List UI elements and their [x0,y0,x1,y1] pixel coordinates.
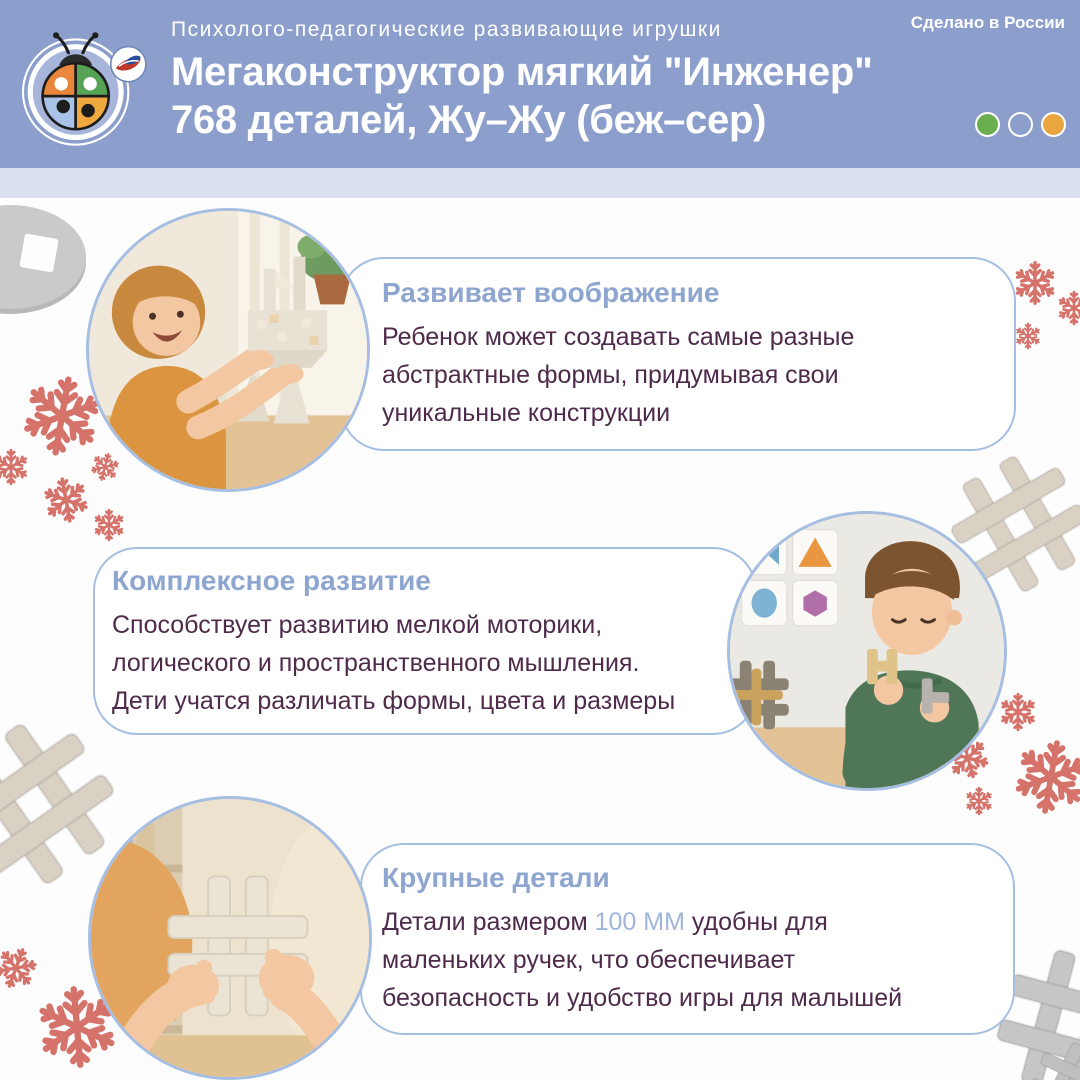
orange-dot [1041,112,1066,137]
color-variant-dots [975,112,1066,137]
snowflake-icon [38,472,94,528]
header-subband [0,168,1080,198]
snowflake-icon [964,786,994,816]
card-body: Детали размером 100 ММ удобны для маленьких ручек, что обеспечивает безопасность и удобство игры для малышей [382,908,903,1012]
product-title-line2: 768 деталей, Жу–Жу (беж–сер) [171,98,767,142]
snowflake-icon [1056,290,1080,326]
product-title-line1: Мегаконструктор мягкий "Инженер" [171,50,873,94]
card-heading: Комплексное развитие [112,565,431,596]
brand-logo-ladybug-icon [22,26,150,154]
photo-child-with-pieces [727,511,1007,791]
white-dot [1008,112,1033,137]
card-heading: Развивает воображение [382,277,720,308]
snowflake-icon [0,448,30,486]
made-in-russia-label: Сделано в России [910,13,1065,32]
snowflake-icon [92,508,126,542]
felt-disc-decoration [0,200,94,318]
card-body: Способствует развитию мелкой моторики, логического и пространственного мышления. Дети учатся различать формы, цвета и размеры [112,611,676,715]
photo-illustration [730,514,1004,788]
russia-quality-badge-icon [111,47,146,82]
snowflake-icon [1014,322,1042,350]
header-tagline: Психолого-педагогические развивающие игрушки [171,18,722,41]
snowflake-icon [87,449,124,486]
card-heading: Крупные детали [382,862,610,893]
feature-card-development [93,547,757,735]
snowflake-icon [1006,732,1080,822]
header-banner [0,0,1080,168]
green-dot [975,112,1000,137]
photo-illustration [91,799,369,1077]
size-highlight: 100 ММ [594,908,685,936]
product-title [171,48,873,144]
snowflake-icon [1012,260,1058,306]
photo-child-building-ship [86,208,370,492]
photo-hands-holding-piece [88,796,372,1080]
card-body: Ребенок может создавать самые разные абстрактные формы, придумывая свои уникальные конструкции [382,323,855,427]
feature-card-big-parts [360,843,1015,1035]
snowflake-icon [998,692,1038,732]
feature-card-imagination [340,257,1016,451]
photo-illustration [89,211,367,489]
